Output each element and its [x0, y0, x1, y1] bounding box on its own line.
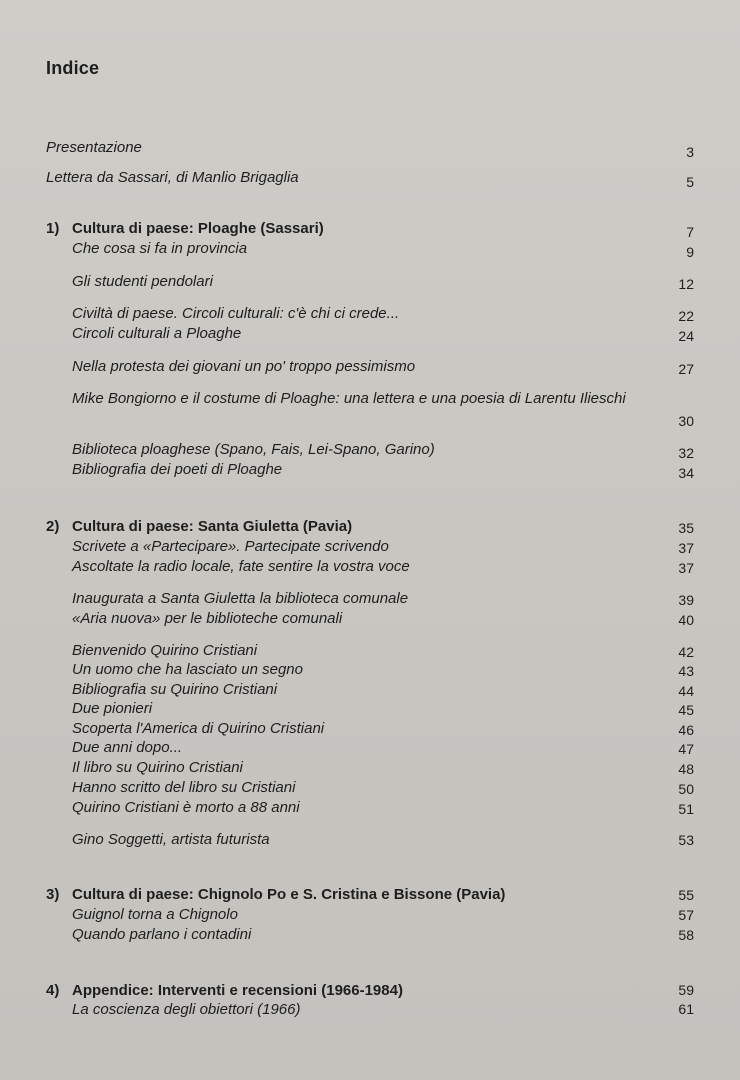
entry-page: 12 — [678, 276, 694, 292]
toc-entry — [0, 589, 740, 611]
entry-page: 48 — [678, 761, 694, 777]
entry-title: La coscienza degli obiettori (1966) — [72, 1001, 301, 1018]
toc-entry — [0, 168, 740, 190]
entry-page: 53 — [678, 832, 694, 848]
entry-title: Scrivete a «Partecipare». Partecipate scrivendo — [72, 538, 389, 555]
entry-title: Presentazione — [46, 139, 142, 156]
entry-title: Quirino Cristiani è morto a 88 anni — [72, 799, 300, 816]
entry-page: 39 — [678, 592, 694, 608]
entry-title: Guignol torna a Chignolo — [72, 906, 238, 923]
toc-section-heading — [0, 219, 740, 241]
entry-title: Mike Bongiorno e il costume di Ploaghe: una lettera e una poesia di Larentu Ilieschi — [72, 390, 626, 407]
toc-entry — [0, 239, 740, 261]
page-title: Indice — [46, 58, 100, 78]
toc-entry — [0, 272, 740, 294]
entry-title: Appendice: Interventi e recensioni (1966-1984) — [72, 982, 403, 999]
entry-page: 5 — [686, 174, 694, 190]
entry-page: 55 — [678, 887, 694, 903]
entry-title: Biblioteca ploaghese (Spano, Fais, Lei-Spano, Garino) — [72, 441, 435, 458]
entry-title: Cultura di paese: Santa Giuletta (Pavia) — [72, 518, 353, 535]
section-number: 2) — [46, 518, 60, 535]
entry-page: 58 — [678, 927, 694, 943]
toc-entry — [0, 389, 740, 431]
entry-page: 34 — [678, 465, 694, 481]
toc-entry — [0, 440, 740, 462]
entry-title: Bibliografia dei poeti di Ploaghe — [72, 461, 283, 478]
entry-page: 27 — [678, 361, 694, 377]
entry-title: Ascoltate la radio locale, fate sentire la vostra voce — [72, 558, 410, 575]
entry-page: 47 — [678, 741, 694, 757]
toc-entry — [0, 905, 740, 927]
entry-page: 44 — [678, 683, 694, 699]
entry-page: 51 — [678, 801, 694, 817]
toc-entry — [0, 460, 740, 482]
entry-page: 45 — [678, 702, 694, 718]
entry-title: Cultura di paese: Chignolo Po e S. Cristina e Bissone (Pavia) — [72, 886, 506, 903]
entry-title: Che cosa si fa in provincia — [72, 240, 248, 257]
entry-title: Due pionieri — [72, 700, 153, 717]
entry-title: Civiltà di paese. Circoli culturali: c'è chi ci crede... — [72, 305, 400, 322]
section-number: 4) — [46, 982, 60, 999]
toc-entry — [0, 660, 740, 682]
entry-page: 46 — [678, 722, 694, 738]
toc-entry — [0, 798, 740, 820]
toc-entry — [0, 830, 740, 852]
entry-page: 61 — [678, 1001, 694, 1017]
toc-entry — [0, 537, 740, 559]
entry-page: 50 — [678, 781, 694, 797]
section-number: 1) — [46, 220, 60, 237]
entry-title: «Aria nuova» per le biblioteche comunali — [72, 610, 343, 627]
toc-entry — [0, 925, 740, 947]
entry-title: Circoli culturali a Ploaghe — [72, 325, 242, 342]
entry-title: Il libro su Quirino Cristiani — [72, 759, 243, 776]
section-number: 3) — [46, 886, 60, 903]
entry-page: 7 — [686, 224, 694, 240]
toc-entry — [0, 699, 740, 721]
entry-page: 3 — [686, 144, 694, 160]
entry-title: Bienvenido Quirino Cristiani — [72, 642, 258, 659]
entry-page: 22 — [678, 308, 694, 324]
entry-page: 9 — [686, 244, 694, 260]
entry-title: Lettera da Sassari, di Manlio Brigaglia — [46, 169, 299, 186]
entry-title: Cultura di paese: Ploaghe (Sassari) — [72, 220, 324, 237]
toc-entry — [0, 138, 740, 160]
entry-title: Un uomo che ha lasciato un segno — [72, 661, 303, 678]
entry-page: 35 — [678, 520, 694, 536]
entry-page: 32 — [678, 445, 694, 461]
entry-page: 37 — [678, 560, 694, 576]
entry-title: Inaugurata a Santa Giuletta la biblioteca comunale — [72, 590, 409, 607]
toc-section-heading — [0, 517, 740, 539]
entry-title: Quando parlano i contadini — [72, 926, 252, 943]
entry-title: Bibliografia su Quirino Cristiani — [72, 681, 278, 698]
entry-title: Gli studenti pendolari — [72, 273, 213, 290]
entry-page: 30 — [678, 413, 694, 429]
toc-entry — [0, 304, 740, 326]
entry-page: 59 — [678, 982, 694, 998]
toc-entry — [0, 758, 740, 780]
toc-entry — [0, 738, 740, 760]
entry-page: 43 — [678, 663, 694, 679]
entry-page: 57 — [678, 907, 694, 923]
entry-page: 37 — [678, 540, 694, 556]
toc-entry — [0, 557, 740, 579]
entry-page: 42 — [678, 644, 694, 660]
toc-section-heading — [0, 885, 740, 907]
toc-entry — [0, 357, 740, 379]
entry-title: Due anni dopo... — [72, 739, 183, 756]
toc-entry — [0, 778, 740, 800]
entry-title: Nella protesta dei giovani un po' troppo pessimismo — [72, 358, 416, 375]
entry-page: 40 — [678, 612, 694, 628]
entry-title: Gino Soggetti, artista futurista — [72, 831, 270, 848]
entry-title: Scoperta l'America di Quirino Cristiani — [72, 720, 325, 737]
entry-page: 24 — [678, 328, 694, 344]
toc-entry — [0, 1000, 740, 1022]
toc-entry — [0, 609, 740, 631]
toc-entry — [0, 324, 740, 346]
entry-title: Hanno scritto del libro su Cristiani — [72, 779, 296, 796]
